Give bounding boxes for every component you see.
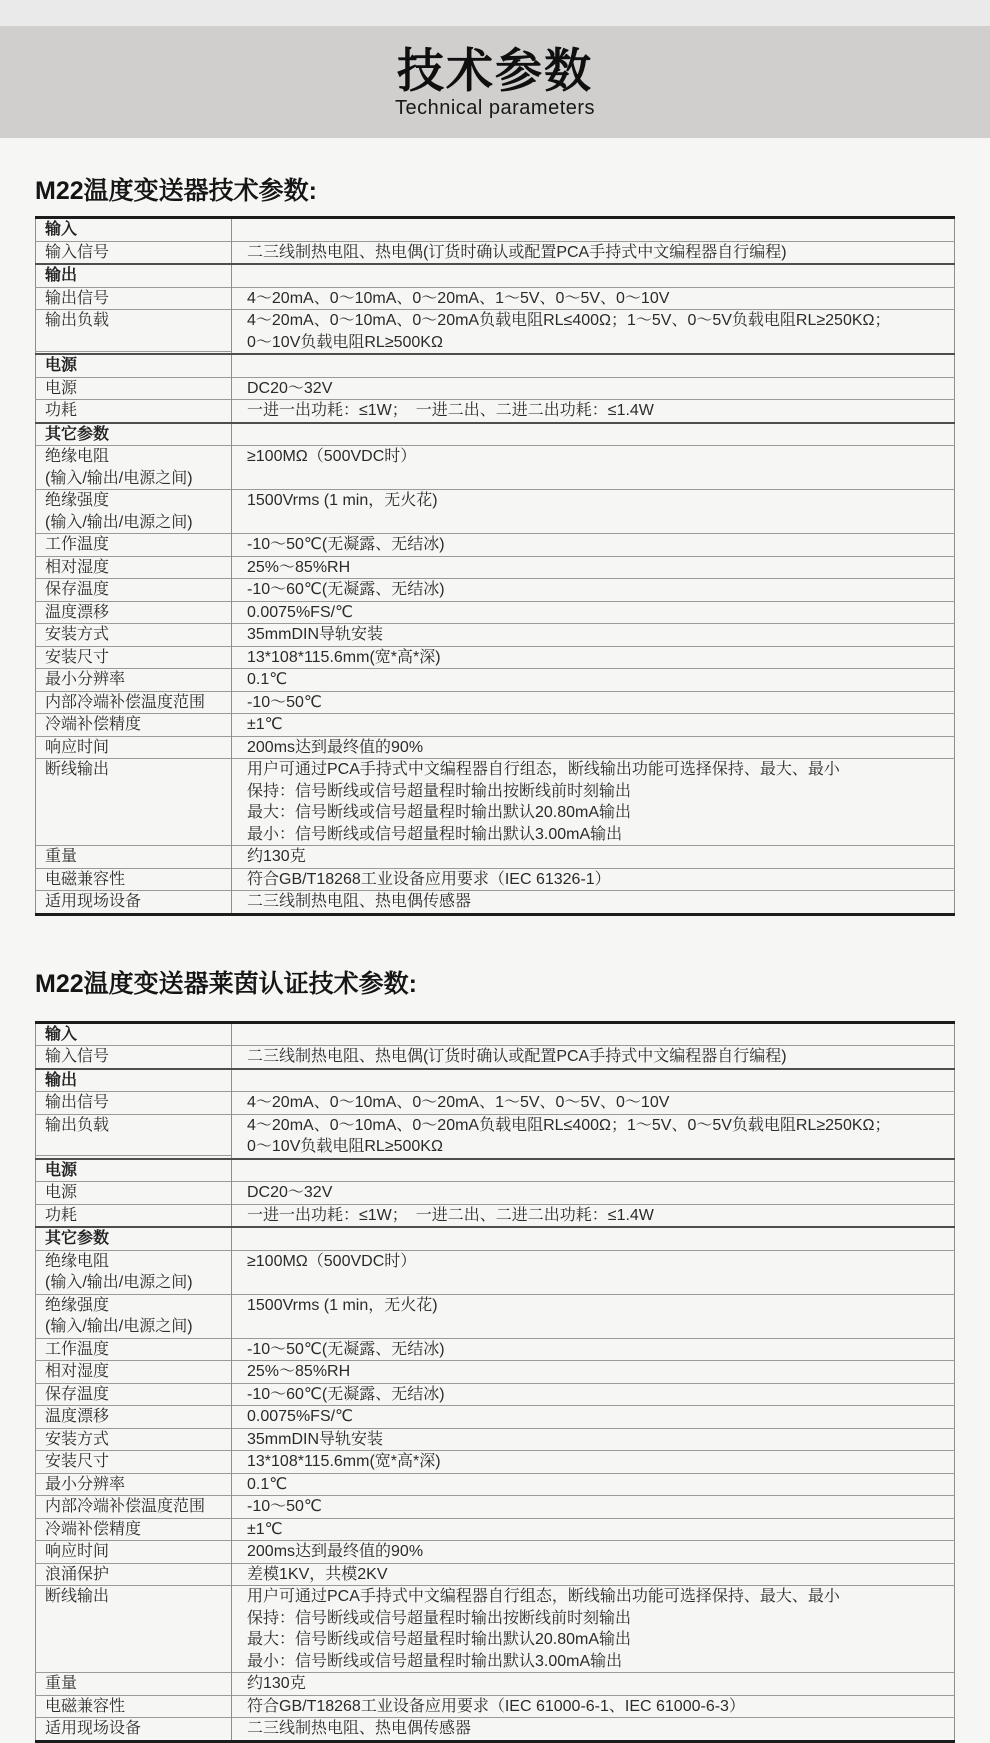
param-label: 重量 [36, 846, 232, 869]
spec-row [36, 1406, 955, 1429]
param-label: 绝缘强度 (输入/输出/电源之间) [36, 1294, 232, 1338]
spec-row [36, 1204, 955, 1227]
param-label: 电磁兼容性 [36, 868, 232, 891]
spec-row [36, 287, 955, 310]
param-value: 200ms达到最终值的90% [247, 738, 424, 756]
param-label: 断线输出 [36, 759, 232, 846]
section-row [36, 354, 955, 377]
param-value: 4～20mA、0～10mA、0～20mA、1～5V、0～5V、0～10V [247, 1094, 670, 1111]
param-label: 内部冷端补偿温度范围 [36, 691, 232, 714]
section-row [36, 1069, 955, 1092]
param-value: 35mmDIN导轨安装 [247, 626, 384, 643]
spec-row [36, 1092, 955, 1115]
param-label: 输出 [36, 1069, 232, 1092]
spec-row [36, 1294, 955, 1338]
spec-row [36, 1046, 955, 1069]
param-value: ±1℃ [247, 1520, 283, 1538]
param-label: 绝缘电阻 (输入/输出/电源之间) [36, 446, 232, 490]
param-value: ≥100MΩ（500VDC时） [247, 448, 417, 465]
section-row [36, 218, 955, 242]
param-label: 安装尺寸 [36, 1451, 232, 1474]
param-label: 浪涌保护 [36, 1563, 232, 1586]
param-value: 用户可通过PCA手持式中文编程器自行组态，断线输出功能可选择保持、最大、最小 保持：信号断线或信号超量程时输出按断线前时刻输出 最大：信号断线或信号超量程时输出默认20.80mA输出 最小：信号断线或信号超量程时输出默认3.00mA输出 [247, 1588, 840, 1670]
param-value: -10～60℃(无凝露、无结冰) [247, 581, 445, 598]
page-top-strip [0, 0, 990, 26]
spec-row [36, 1518, 955, 1541]
param-value: 0.1℃ [247, 1475, 288, 1493]
param-label: 温度漂移 [36, 1406, 232, 1429]
section-row [36, 1022, 955, 1046]
spec-row [36, 400, 955, 423]
param-label: 输出负载 [36, 1114, 232, 1156]
section-heading-certified: M22温度变送器莱茵认证技术参数: [35, 969, 417, 998]
section-heading-standard: M22温度变送器技术参数: [35, 177, 317, 205]
param-value: 35mmDIN导轨安装 [247, 1430, 384, 1448]
param-value [232, 1022, 955, 1046]
param-label: 绝缘强度 (输入/输出/电源之间) [36, 490, 232, 534]
param-label: 输入 [36, 1022, 232, 1046]
spec-row [36, 1496, 955, 1519]
param-label: 输入信号 [36, 1046, 232, 1069]
spec-row [36, 1473, 955, 1496]
param-label: 响应时间 [36, 736, 232, 759]
spec-row [36, 691, 955, 714]
param-value: 1500Vrms (1 min，无火花) [247, 1296, 438, 1314]
spec-row [36, 1250, 955, 1294]
param-value [232, 1227, 955, 1250]
param-label: 输出负载 [36, 310, 232, 352]
section-row [36, 264, 955, 287]
spec-row [36, 1383, 955, 1406]
param-value: 一进一出功耗：≤1W； 一进二出、二进二出功耗：≤1.4W [247, 402, 654, 419]
param-value: 4～20mA、0～10mA、0～20mA负载电阻RL≤400Ω；1～5V、0～5V负载电阻RL≥250KΩ； 0～10V负载电阻RL≥500KΩ [247, 1116, 891, 1155]
spec-row [36, 556, 955, 579]
param-value: -10～60℃(无凝露、无结冰) [247, 1385, 445, 1403]
spec-row [36, 1114, 955, 1156]
param-label: 安装方式 [36, 1428, 232, 1451]
param-value: 符合GB/T18268工业设备应用要求（IEC 61000-6-1、IEC 61000-6-3） [247, 1697, 745, 1715]
section-row [36, 1159, 955, 1182]
param-value: 二三线制热电阻、热电偶传感器 [247, 893, 472, 910]
spec-row [36, 1338, 955, 1361]
spec-row [36, 1586, 955, 1673]
spec-row [36, 868, 955, 891]
spec-row [36, 669, 955, 692]
specs-table-certified-body [36, 1022, 955, 1741]
param-value: 1500Vrms (1 min，无火花) [247, 492, 438, 509]
page-banner [0, 26, 990, 138]
spec-row [36, 1451, 955, 1474]
specs-table-standard [35, 216, 955, 916]
spec-row [36, 1182, 955, 1205]
param-value: 符合GB/T18268工业设备应用要求（IEC 61326-1） [247, 870, 611, 888]
param-value: ≥100MΩ（500VDC时） [247, 1252, 417, 1270]
param-label: 工作温度 [36, 534, 232, 557]
param-value: 4～20mA、0～10mA、0～20mA、1～5V、0～5V、0～10V [247, 289, 670, 307]
param-label: 保存温度 [36, 579, 232, 602]
param-value [232, 1069, 955, 1092]
param-value: -10～50℃ [247, 1498, 322, 1515]
param-value: 约130克 [247, 848, 306, 865]
param-value: -10～50℃(无凝露、无结冰) [247, 1340, 445, 1358]
param-value: ±1℃ [247, 716, 283, 733]
param-label: 电源 [36, 377, 232, 400]
param-label: 冷端补偿精度 [36, 1518, 232, 1541]
specs-table-standard-body [36, 218, 955, 915]
param-value [232, 1159, 955, 1182]
spec-row [36, 534, 955, 557]
spec-row [36, 714, 955, 737]
param-label: 电磁兼容性 [36, 1695, 232, 1718]
param-label: 功耗 [36, 1204, 232, 1227]
spec-row [36, 241, 955, 264]
spec-row [36, 891, 955, 915]
spec-row [36, 624, 955, 647]
param-value: -10～50℃(无凝露、无结冰) [247, 536, 445, 553]
param-value: 差模1KV，共模2KV [247, 1565, 388, 1583]
param-label: 功耗 [36, 400, 232, 423]
param-label: 输出 [36, 264, 232, 287]
param-value: DC20～32V [247, 379, 333, 397]
page-subtitle: Technical parameters [394, 97, 596, 119]
spec-row [36, 1673, 955, 1696]
spec-row [36, 1541, 955, 1564]
param-label: 其它参数 [36, 423, 232, 446]
param-label: 工作温度 [36, 1338, 232, 1361]
specs-table-certified [35, 1021, 955, 1743]
param-value: -10～50℃ [247, 693, 322, 711]
param-value [232, 218, 955, 242]
param-value: 0.1℃ [247, 671, 288, 688]
param-label: 最小分辨率 [36, 1473, 232, 1496]
section-row [36, 423, 955, 446]
param-label: 电源 [36, 1159, 232, 1182]
param-label: 保存温度 [36, 1383, 232, 1406]
spec-row [36, 1563, 955, 1586]
param-label: 断线输出 [36, 1586, 232, 1673]
param-label: 最小分辨率 [36, 669, 232, 692]
param-label: 输入 [36, 218, 232, 242]
param-value: 0.0075%FS/℃ [247, 1408, 354, 1425]
page-title: 技术参数 [397, 44, 593, 97]
param-value: 一进一出功耗：≤1W； 一进二出、二进二出功耗：≤1.4W [247, 1206, 654, 1224]
param-label: 输入信号 [36, 241, 232, 264]
param-label: 输出信号 [36, 1092, 232, 1115]
spec-row [36, 759, 955, 846]
param-label: 电源 [36, 354, 232, 377]
param-label: 冷端补偿精度 [36, 714, 232, 737]
param-value: 二三线制热电阻、热电偶传感器 [247, 1720, 472, 1737]
spec-row [36, 490, 955, 534]
spec-row [36, 310, 955, 352]
section-row [36, 1227, 955, 1250]
param-value [232, 423, 955, 446]
param-value: 25%～85%RH [247, 558, 351, 576]
param-value: 二三线制热电阻、热电偶(订货时确认或配置PCA手持式中文编程器自行编程) [247, 243, 787, 261]
param-label: 重量 [36, 1673, 232, 1696]
param-value: 13*108*115.6mm(宽*高*深) [247, 648, 441, 666]
param-value: 约130克 [247, 1675, 306, 1692]
spec-row [36, 446, 955, 490]
param-label: 适用现场设备 [36, 891, 232, 915]
param-label: 相对湿度 [36, 556, 232, 579]
param-label: 温度漂移 [36, 601, 232, 624]
spec-row [36, 736, 955, 759]
param-value: 用户可通过PCA手持式中文编程器自行组态，断线输出功能可选择保持、最大、最小 保持：信号断线或信号超量程时输出按断线前时刻输出 最大：信号断线或信号超量程时输出默认20.80mA输出 最小：信号断线或信号超量程时输出默认3.00mA输出 [247, 761, 840, 843]
param-label: 输出信号 [36, 287, 232, 310]
spec-row [36, 1718, 955, 1742]
param-value: 25%～85%RH [247, 1363, 351, 1380]
param-value: 4～20mA、0～10mA、0～20mA负载电阻RL≤400Ω；1～5V、0～5V负载电阻RL≥250KΩ； 0～10V负载电阻RL≥500KΩ [247, 312, 891, 351]
param-value: 0.0075%FS/℃ [247, 603, 354, 621]
param-label: 其它参数 [36, 1227, 232, 1250]
param-label: 适用现场设备 [36, 1718, 232, 1742]
param-label: 绝缘电阻 (输入/输出/电源之间) [36, 1250, 232, 1294]
param-value [232, 264, 955, 287]
spec-row [36, 846, 955, 869]
param-value: 200ms达到最终值的90% [247, 1543, 424, 1560]
spec-row [36, 1695, 955, 1718]
param-label: 相对湿度 [36, 1361, 232, 1384]
spec-row [36, 1428, 955, 1451]
spec-row [36, 377, 955, 400]
spec-row [36, 646, 955, 669]
param-label: 内部冷端补偿温度范围 [36, 1496, 232, 1519]
param-value: 13*108*115.6mm(宽*高*深) [247, 1453, 441, 1470]
param-value: DC20～32V [247, 1184, 333, 1201]
param-value [232, 354, 955, 377]
spec-row [36, 1361, 955, 1384]
param-label: 安装尺寸 [36, 646, 232, 669]
spec-row [36, 601, 955, 624]
param-label: 电源 [36, 1182, 232, 1205]
param-label: 响应时间 [36, 1541, 232, 1564]
param-value: 二三线制热电阻、热电偶(订货时确认或配置PCA手持式中文编程器自行编程) [247, 1048, 787, 1065]
spec-row [36, 579, 955, 602]
param-label: 安装方式 [36, 624, 232, 647]
